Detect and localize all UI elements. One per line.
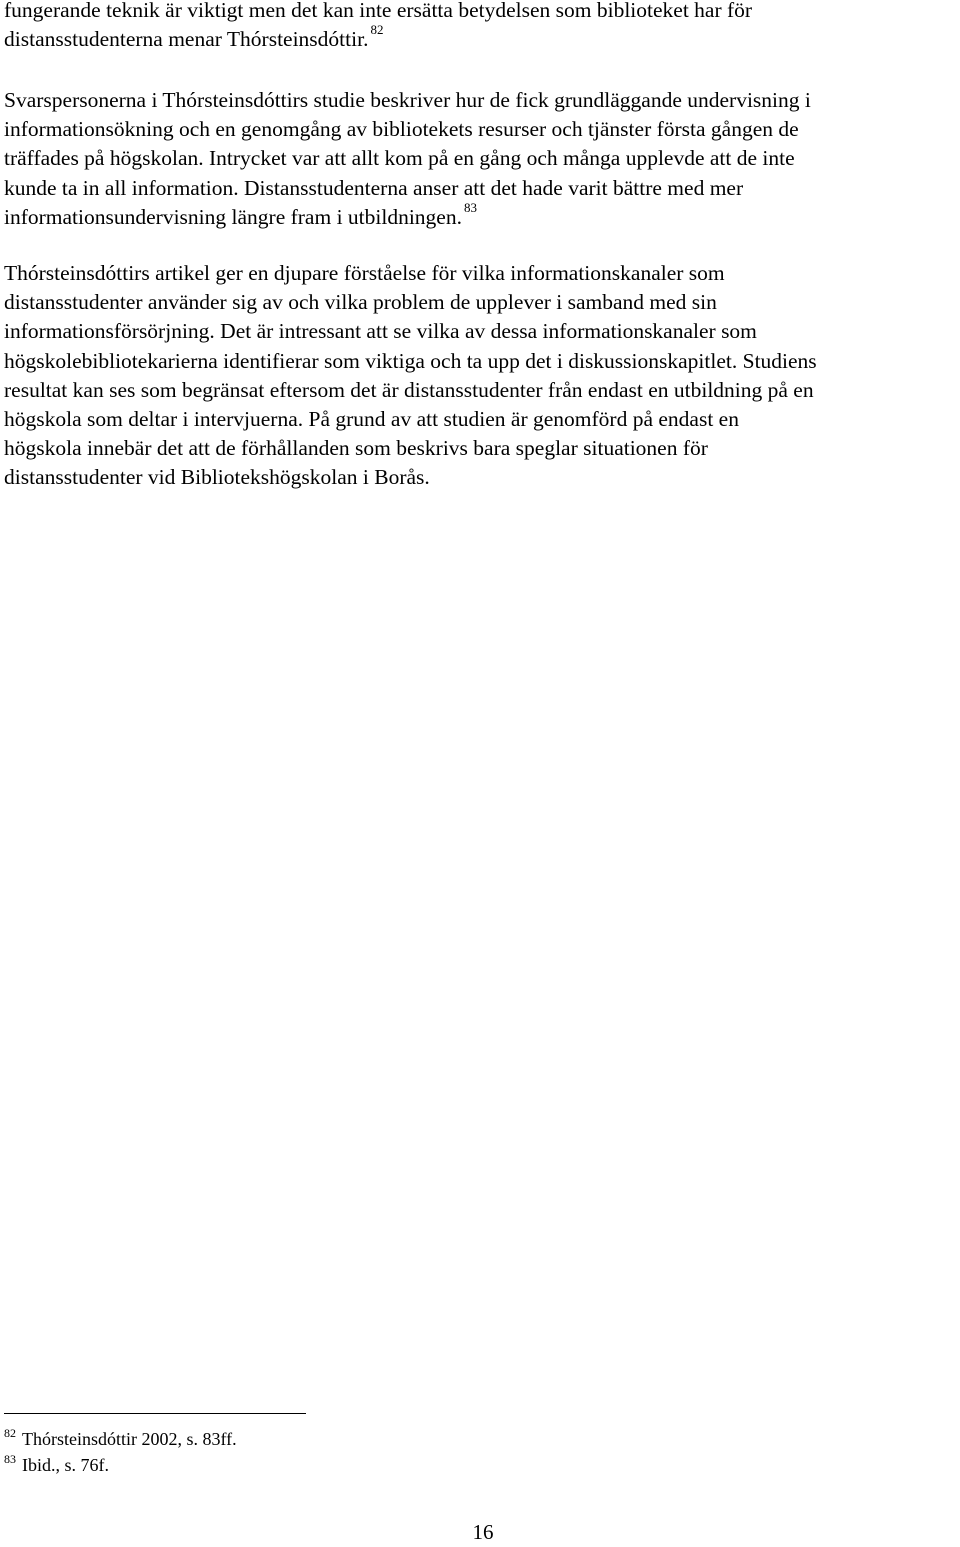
footnote-reference[interactable]: 83 [463,199,477,215]
footnote-reference[interactable]: 82 [370,22,384,38]
text-line: högskola som deltar i intervjuerna. På grund av att studien är genomförd på endast en [4,407,739,432]
text-line: högskolebibliotekarierna identifierar som viktiga och ta upp det i diskussionskapitlet. Studiens [4,348,817,373]
text-line-content: informationsundervisning längre fram i utbildningen. [4,204,462,229]
text-line-content: distansstudenterna menar Thórsteinsdóttir. [4,27,369,52]
text-line: högskola innebär det att de förhållanden som beskrivs bara speglar situationen för [4,436,708,461]
text-line [4,199,956,234]
text-line: kunde ta in all information. Distansstudenterna anser att det hade varit bättre med mer [4,175,744,200]
footnote [4,1428,237,1452]
text-line: Svarspersonerna i Thórsteinsdóttirs studie beskriver hur de fick grundläggande undervisning i [4,88,811,112]
footnote [4,1454,109,1478]
footnote-separator [4,1413,306,1414]
footnote-number: 82 [4,1426,16,1440]
text-line: distansstudenter vid Bibliotekshögskolan i Borås. [4,465,430,490]
paragraph-2 [4,86,956,234]
footnote-number: 83 [4,1452,16,1466]
footnote-text: Ibid., s. 76f. [22,1455,109,1475]
text-line: distansstudenter använder sig av och vilka problem de upplever i samband med sin [4,290,717,315]
paragraph-3 [4,259,956,493]
text-line: Thórsteinsdóttirs artikel ger en djupare förståelse för vilka informationskanaler som [4,261,725,285]
footnote-text: Thórsteinsdóttir 2002, s. 83ff. [22,1429,237,1449]
text-line [4,22,956,56]
text-line: fungerande teknik är viktigt men det kan inte ersätta betydelsen som biblioteket har för [4,0,753,22]
paragraph-1 [4,0,956,56]
text-line: träffades på högskolan. Intrycket var att allt kom på en gång och många upplevde att de inte [4,146,795,171]
text-line: informationsökning och en genomgång av bibliotekets resurser och tjänster första gången de [4,117,799,142]
text-line: resultat kan ses som begränsat eftersom det är distansstudenter från endast en utbildning på en [4,377,814,402]
page-number: 16 [472,1520,494,1544]
text-line: informationsförsörjning. Det är intressant att se vilka av dessa informationskanaler som [4,319,757,344]
